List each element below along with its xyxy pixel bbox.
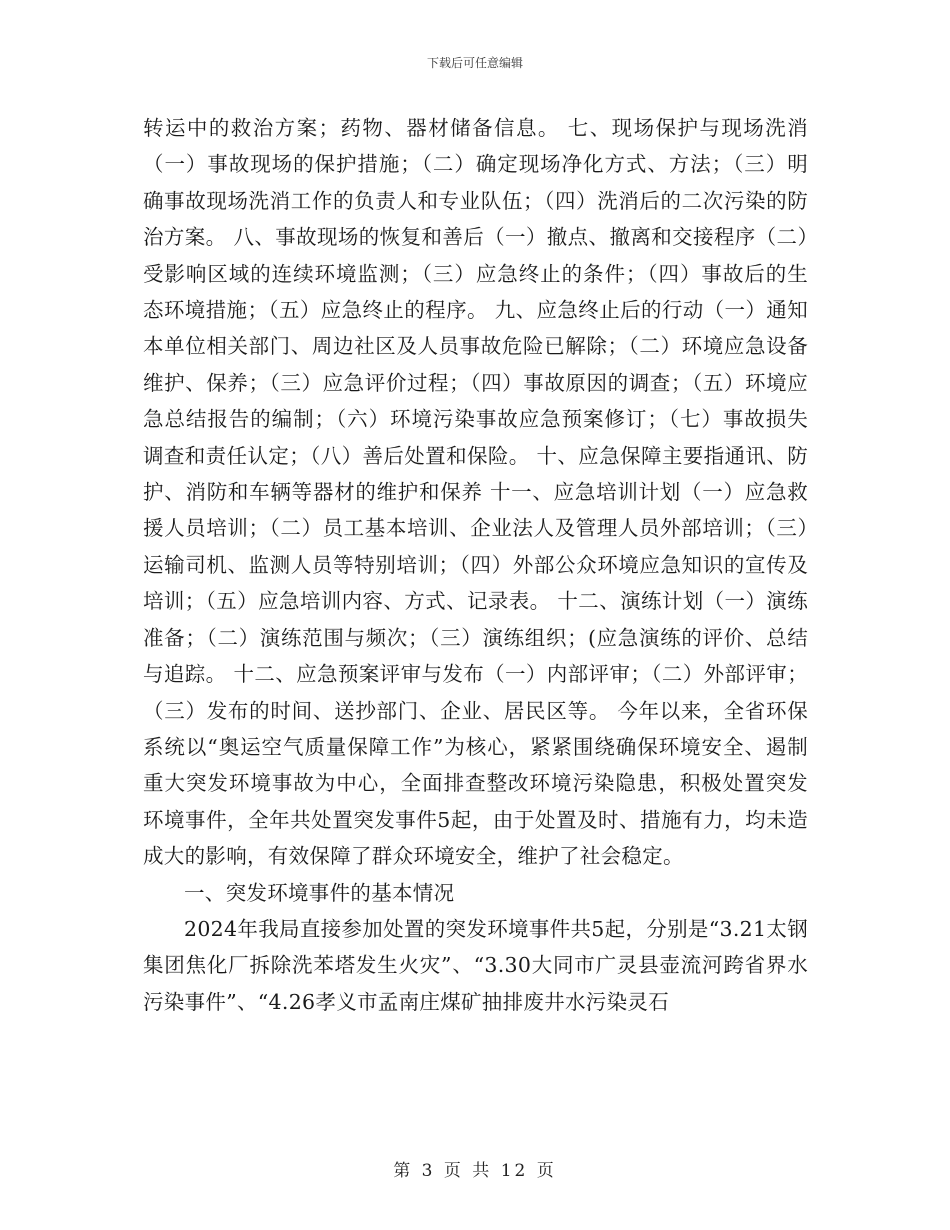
page-header: 下载后可任意编辑 <box>426 56 523 70</box>
document-body <box>143 110 808 1020</box>
body-paragraph-1: 转运中的救治方案；药物、器材储备信息。 七、现场保护与现场洗消（一）事故现场的保护措施；（二）确定现场净化方式、方法；（三）明确事故现场洗消工作的负责人和专业队伍；（四）洗消后的二次污染的防治方案。 八、事故现场的恢复和善后（一）撤点、撤离和交接程序（二）受影响区域的连续环境监测；（三）应急终止的条件；（四）事故后的生态环境措施；（五）应急终止的程序。 九、应急终止后的行动（一）通知本单位相关部门、周边社区及人员事故危险已解除；（二）环境应急设备维护、保养；（三）应急评价过程；（四）事故原因的调查；（五）环境应急总结报告的编制；（六）环境污染事故应急预案修订；（七）事故损失调查和责任认定；（八）善后处置和保险。 十、应急保障主要指通讯、防护、消防和车辆等器材的维护和保养 十一、应急培训计划（一）应急救援人员培训；（二）员工基本培训、企业法人及管理人员外部培训；（三）运输司机、监测人员等特别培训；（四）外部公众环境应急知识的宣传及培训；（五）应急培训内容、方式、记录表。 十二、演练计划（一）演练准备；（二）演练范围与频次；（三）演练组织；(应急演练的评价、总结与追踪。 十二、应急预案评审与发布（一）内部评审；（二）外部评审；（三）发布的时间、送抄部门、企业、居民区等。 今年以来，全省环保系统以“奥运空气质量保障工作”为核心，紧紧围绕确保环境安全、遏制重大突发环境事故为中心，全面排查整改环境污染隐患，积极处置突发环境事件，全年共处置突发事件5起，由于处置及时、措施有力，均未造成大的影响，有效保障了群众环境安全，维护了社会稳定。 <box>143 116 808 869</box>
page-number: 第 3 页 共 12 页 <box>393 1161 557 1181</box>
body-paragraph-2: 2024年我局直接参加处置的突发环境事件共5起，分别是“3.21太钢集团焦化厂拆除洗苯塔发生火灾”、“3.30大同市广灵县壶流河跨省界水污染事件”、“4.26孝义市孟南庄煤矿抽排废井水污染灵石 <box>143 916 808 1014</box>
section-heading: 一、突发环境事件的基本情况 <box>184 880 455 905</box>
